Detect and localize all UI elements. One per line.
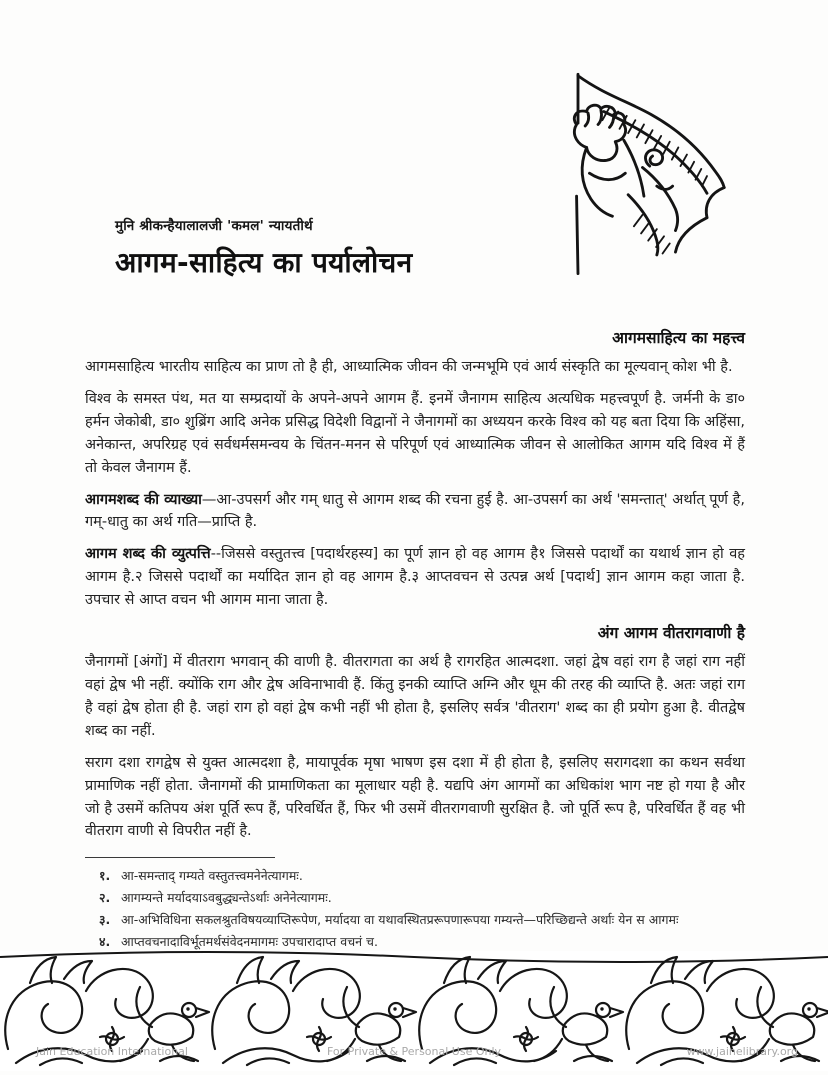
section-heading-ang-agam: अंग आगम वीतरागवाणी है [597, 624, 745, 643]
paragraph [85, 752, 745, 844]
footer-left-watermark: Jain Education International [36, 1045, 188, 1058]
fist-scroll-drawing [535, 40, 750, 295]
paragraph-text: विश्व के समस्त पंथ, मत या सम्प्रदायों के अपने-अपने आगम हैं. इनमें जैनागम साहित्य अत्यधिक महत्त्वपूर्ण है. जर्मनी के डा० हर्मन जेकोबी, डा० शुब्रिंग आदि अनेक प्रसिद्ध विदेशी विद्वानों ने जैनागमों का अध्ययन करके विश्व को यह बता दिया कि अहिंसा, अनेकान्त, अपरिग्रह एवं सर्वधर्मसमन्वय के चिंतन-मनन से परिपूर्ण एवं आध्यात्मिक जीवन से आलोकित आगम यदि विश्व में हैं तो केवल जैनागम हैं. [85, 390, 745, 476]
paragraph-lead: आगमशब्द की व्याख्या [85, 491, 202, 508]
paragraph [85, 356, 745, 379]
page-title: आगम-साहित्य का पर्यालोचन [115, 246, 413, 279]
document-body [85, 322, 745, 954]
footnote [99, 888, 745, 908]
footnote-text: आ-समन्ताद् गम्यते वस्तुतत्त्वमनेनेत्यागमः. [121, 868, 303, 884]
paragraph [85, 543, 745, 612]
paragraph [85, 388, 745, 480]
footnote-number: २. [99, 890, 111, 906]
paragraph-text: सराग दशा रागद्वेष से युक्त आत्मदशा है, मायापूर्वक मृषा भाषण इस दशा में ही होता है, इसलिए सरागदशा का कथन सर्वथा प्रामाणिक नहीं होता. जैनागमों की प्रामाणिकता का मूलाधार यही है. यद्यपि अंग आगमों का अधिकांश भाग नष्ट हो गया है और जो है उसमें कतिपय अंश पूर्ति रूप हैं, परिवर्धित हैं, फिर भी उसमें वीतरागवाणी सुरक्षित है. जो पूर्ति रूप है, परिवर्धित हैं वह भी वीतराग वाणी से विपरीत नहीं है. [85, 754, 745, 840]
fist-holding-scroll-illustration [535, 40, 750, 295]
footnote [99, 910, 745, 930]
footnote-text: आ-अभिविधिना सकलश्रुतविषयव्याप्तिरूपेण, मर्यादया वा यथावस्थितप्ररूपणारूपया गम्यन्ते—परिच्छिद्यन्ते अर्थाः येन स आगमः [121, 912, 679, 928]
paragraph [85, 651, 745, 743]
footnote-number: ४. [99, 934, 111, 950]
footnote [99, 932, 745, 952]
paragraph-text: आगमसाहित्य भारतीय साहित्य का प्राण तो है ही, आध्यात्मिक जीवन की जन्मभूमि एवं आर्य संस्कृति का मूल्यवान् कोश भी है. [85, 359, 733, 375]
footnote-text: आप्तवचनादाविर्भूतमर्थसंवेदनमागमः उपचारादाप्त वचनं च. [121, 934, 378, 950]
paragraph-text: —आ-उपसर्ग और गम् धातु से आगम शब्द की रचना हुई है. आ-उपसर्ग का अर्थ 'समन्तात्' अर्थात् पूर्ण है, गम्-धातु का अर्थ गति—प्राप्ति है. [85, 491, 745, 531]
masthead [115, 216, 545, 281]
paragraph-text: जैनागमों [अंगों] में वीतराग भगवान् की वाणी है. वीतरागता का अर्थ है रागरहित आत्मदशा. जहां द्वेष वहां राग है जहां राग नहीं वहां द्वेष भी नहीं. क्योंकि राग और द्वेष अविनाभावी हैं. किंतु इनकी व्याप्ति अग्नि और धूम की तरह की व्याप्ति है. अतः जहां राग है वहां द्वेष होता ही है. जहां राग हो वहां द्वेष कभी नहीं भी होता है, इसलिए सर्वत्र 'वीतराग' शब्द का ही प्रयोग हुआ है. वीतद्वेष शब्द का नहीं. [85, 654, 745, 739]
footnotes [85, 866, 745, 952]
footnote-text: आगम्यन्ते मर्यादयाऽवबुद्ध्यन्तेऽर्थाः अनेनेत्यागमः. [121, 890, 332, 906]
footer-right-watermark: www.jainelibrary.org [686, 1045, 798, 1058]
footnote-divider [85, 857, 275, 858]
section-heading-agam-mahattva: आगमसाहित्य का महत्त्व [612, 329, 745, 347]
paragraph-lead: आगम शब्द की व्युत्पत्ति [85, 546, 211, 563]
paragraph [85, 489, 745, 535]
footnote [99, 866, 745, 886]
footer-center-watermark: For Private & Personal Use Only [326, 1045, 502, 1058]
footnote-number: १. [99, 868, 111, 884]
author-line: मुनि श्रीकन्हैयालालजी 'कमल' न्यायतीर्थ [115, 218, 313, 234]
paragraph-text: --जिससे वस्तुतत्त्व [पदार्थरहस्य] का पूर्ण ज्ञान हो वह आगम है१ जिससे पदार्थों का यथार्थ ज्ञान हो वह आगम है.२ जिससे पदार्थों का मर्यादित ज्ञान हो वह आगम है.३ आप्तवचन से उत्पन्न अर्थ [पदार्थ] ज्ञान आगम कहा जाता है. उपचार से आप्त वचन भी आगम माना जाता है. [85, 546, 745, 609]
footnote-number: ३. [99, 912, 111, 928]
